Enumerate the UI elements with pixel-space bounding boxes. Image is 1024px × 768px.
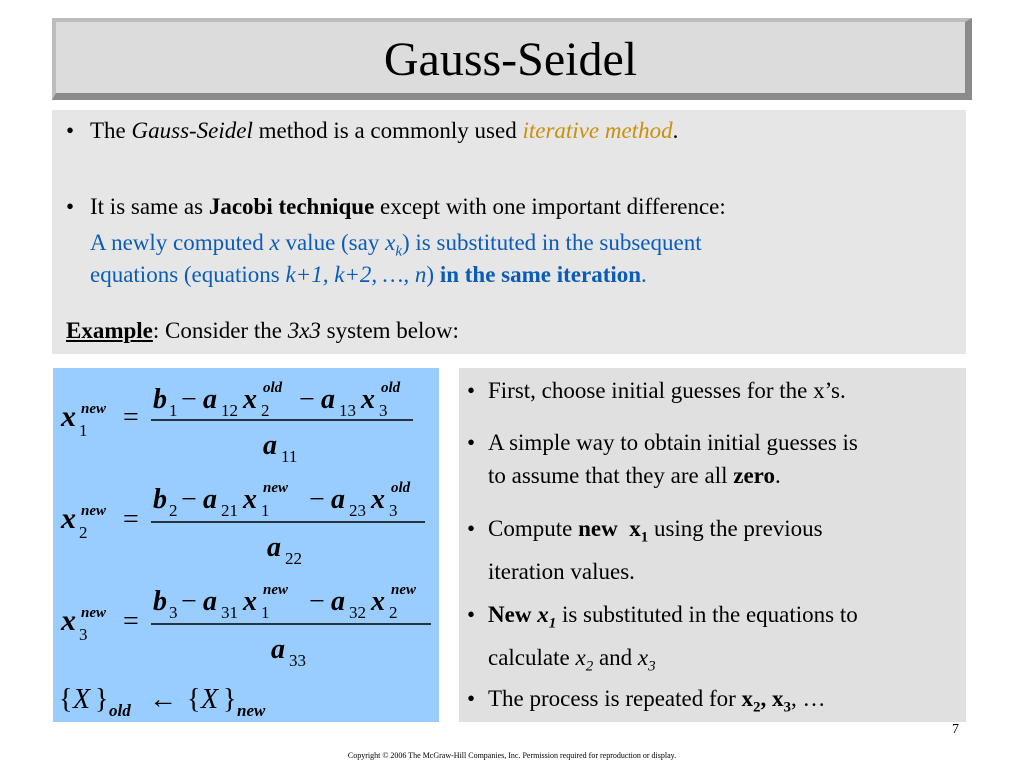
svg-text:2: 2 (389, 603, 398, 622)
svg-text:−: − (181, 586, 197, 617)
svg-text:x: x (371, 586, 385, 617)
step-text: New $x_1$ is substituted in the equations to calculate $x_2$ and $x_3$ (488, 602, 858, 675)
svg-text:3: 3 (379, 401, 388, 420)
slide-title-box (52, 18, 972, 100)
svg-text:3: 3 (79, 625, 88, 644)
svg-text:a: a (331, 586, 345, 617)
svg-text:}: } (95, 684, 109, 715)
svg-text:new: new (391, 582, 417, 598)
svg-text:33: 33 (289, 651, 306, 670)
bullet-dot: • (66, 118, 75, 143)
svg-text:x: x (61, 604, 76, 637)
svg-text:a: a (263, 430, 277, 461)
svg-text:a: a (203, 484, 217, 515)
equation-x1 (60, 380, 413, 466)
svg-text:x: x (61, 502, 76, 535)
svg-text:←: ← (149, 684, 177, 715)
svg-text:a: a (267, 532, 281, 563)
svg-text:new: new (81, 503, 107, 519)
step-text: A simple way to obtain initial guesses is to assume that they are all zero. (488, 430, 858, 488)
svg-text:23: 23 (349, 501, 366, 520)
equations-svg (53, 368, 439, 722)
svg-text:new: new (263, 582, 289, 598)
svg-text:−: − (181, 484, 197, 515)
svg-text:b: b (153, 384, 167, 415)
svg-text:−: − (299, 384, 315, 415)
svg-text:=: = (123, 504, 139, 535)
svg-text:{: { (187, 684, 201, 715)
svg-text:32: 32 (349, 603, 366, 622)
svg-text:−: − (181, 384, 197, 415)
copyright-notice: Copyright © 2006 The McGraw-Hill Companies, Inc. Permission required for reproduction or display. (347, 751, 677, 760)
svg-text:a: a (321, 384, 335, 415)
svg-text:old: old (109, 701, 131, 720)
svg-text:a: a (331, 484, 345, 515)
steps-panel (459, 368, 966, 722)
svg-text:21: 21 (221, 501, 238, 520)
svg-text:−: − (309, 586, 325, 617)
equation-x3 (60, 582, 431, 670)
svg-text:old: old (263, 380, 283, 396)
svg-text:x: x (371, 484, 385, 515)
svg-text:old: old (381, 380, 401, 396)
bullet-dot: • (66, 194, 75, 219)
svg-text:2: 2 (169, 501, 178, 520)
example-line: Example: Consider the 3x3 system below: (66, 318, 459, 343)
svg-text:=: = (123, 606, 139, 637)
svg-text:x: x (361, 384, 375, 415)
svg-text:}: } (223, 684, 237, 715)
svg-text:old: old (391, 480, 411, 496)
svg-text:1: 1 (261, 603, 270, 622)
svg-text:b: b (153, 484, 167, 515)
step-text: The process is repeated for $x_2$, $x_3$, … (488, 686, 826, 716)
bullet-text: It is same as Jacobi technique except with one important difference: (90, 194, 726, 219)
svg-text:{: { (59, 684, 73, 715)
svg-text:b: b (153, 586, 167, 617)
svg-text:3: 3 (389, 501, 398, 520)
svg-text:3: 3 (169, 603, 178, 622)
svg-text:11: 11 (281, 447, 298, 466)
svg-text:a: a (271, 634, 285, 665)
svg-text:=: = (123, 402, 139, 433)
svg-text:31: 31 (221, 603, 238, 622)
step-text: Compute new $x_1$ using the previous iteration values. (488, 516, 823, 584)
bullet-text: The Gauss-Seidel method is a commonly used iterative method. (90, 118, 679, 143)
svg-text:new: new (263, 480, 289, 496)
difference-line-1: A newly computed x value (say $x_k$) is substituted in the subsequent (90, 230, 702, 260)
svg-text:new: new (81, 605, 107, 621)
svg-text:x: x (61, 400, 76, 433)
intro-panel (52, 110, 966, 354)
page-number: 7 (952, 722, 959, 737)
bullet-dot: • (467, 516, 476, 541)
step-text: First, choose initial guesses for the x’s. (488, 378, 846, 403)
update-rule (59, 684, 266, 720)
svg-text:X: X (73, 684, 91, 715)
bullet-dot: • (467, 602, 476, 627)
svg-text:2: 2 (79, 523, 88, 542)
svg-text:13: 13 (339, 401, 356, 420)
equation-x2 (60, 480, 425, 568)
svg-text:2: 2 (261, 401, 270, 420)
bullet-dot: • (467, 686, 476, 711)
difference-line-2: equations (equations k+1, k+2, …, n) in the same iteration. (90, 262, 647, 287)
svg-text:1: 1 (79, 421, 88, 440)
svg-text:new: new (237, 701, 266, 720)
svg-text:1: 1 (261, 501, 270, 520)
bullet-dot: • (467, 430, 476, 455)
svg-text:a: a (203, 586, 217, 617)
svg-text:X: X (201, 684, 219, 715)
svg-text:x: x (243, 586, 257, 617)
slide-title: Gauss-Seidel (383, 33, 638, 86)
svg-text:new: new (81, 401, 107, 417)
svg-text:x: x (243, 384, 257, 415)
bullet-dot: • (467, 378, 476, 403)
svg-text:12: 12 (221, 401, 238, 420)
svg-text:22: 22 (285, 549, 302, 568)
svg-text:1: 1 (169, 401, 178, 420)
svg-text:a: a (203, 384, 217, 415)
equations-panel (53, 368, 439, 722)
svg-text:−: − (309, 484, 325, 515)
svg-text:x: x (243, 484, 257, 515)
